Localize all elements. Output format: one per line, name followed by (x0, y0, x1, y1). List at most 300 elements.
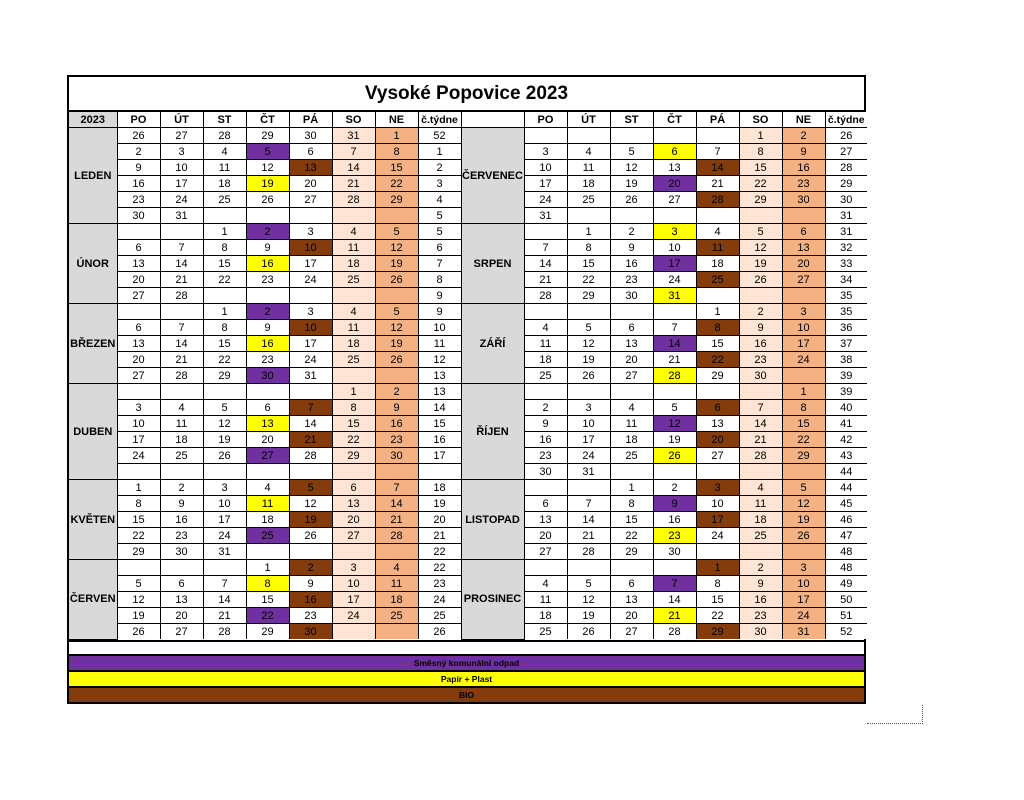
day-cell: 8 (203, 320, 246, 336)
day-cell: 7 (567, 496, 610, 512)
day-cell (567, 128, 610, 144)
week-number: 46 (825, 512, 867, 528)
day-header-wed-right: ST (610, 112, 653, 128)
day-cell: 18 (375, 592, 418, 608)
day-cell: 11 (332, 240, 375, 256)
day-cell: 1 (610, 480, 653, 496)
day-cell: 3 (289, 224, 332, 240)
day-cell: 27 (782, 272, 825, 288)
day-cell: 2 (653, 480, 696, 496)
day-cell: 3 (696, 480, 739, 496)
day-cell: 11 (524, 336, 567, 352)
day-cell: 26 (203, 448, 246, 464)
day-header-mon-left: PO (117, 112, 160, 128)
day-cell: 20 (524, 528, 567, 544)
day-cell: 26 (375, 352, 418, 368)
week-number: 23 (418, 576, 461, 592)
day-header-tue-right: ÚT (567, 112, 610, 128)
day-cell: 18 (610, 432, 653, 448)
week-number: 31 (825, 208, 867, 224)
day-cell: 7 (203, 576, 246, 592)
day-cell: 16 (246, 256, 289, 272)
day-cell: 9 (739, 576, 782, 592)
day-cell (782, 464, 825, 480)
day-cell: 18 (567, 176, 610, 192)
day-cell: 4 (524, 320, 567, 336)
day-cell: 30 (782, 192, 825, 208)
day-cell: 7 (739, 400, 782, 416)
day-cell: 20 (246, 432, 289, 448)
day-cell: 10 (117, 416, 160, 432)
day-cell: 3 (203, 480, 246, 496)
week-number: 51 (825, 608, 867, 624)
day-cell: 9 (739, 320, 782, 336)
day-cell: 12 (117, 592, 160, 608)
day-cell (653, 128, 696, 144)
day-cell: 15 (375, 160, 418, 176)
day-cell: 5 (782, 480, 825, 496)
month-label: KVĚTEN (69, 480, 117, 560)
day-cell: 12 (782, 496, 825, 512)
day-cell: 3 (524, 144, 567, 160)
day-cell: 21 (696, 176, 739, 192)
day-cell: 26 (375, 272, 418, 288)
day-cell: 30 (610, 288, 653, 304)
day-cell: 21 (289, 432, 332, 448)
day-cell: 31 (524, 208, 567, 224)
day-cell: 13 (610, 336, 653, 352)
day-cell: 27 (332, 528, 375, 544)
day-cell: 14 (524, 256, 567, 272)
day-cell (289, 544, 332, 560)
week-number: 28 (825, 160, 867, 176)
day-cell (117, 464, 160, 480)
day-cell: 30 (739, 624, 782, 640)
day-cell: 19 (375, 336, 418, 352)
day-cell: 10 (332, 576, 375, 592)
day-cell (160, 224, 203, 240)
week-number: 12 (418, 352, 461, 368)
day-cell: 9 (289, 576, 332, 592)
week-number: 1 (418, 144, 461, 160)
day-cell: 10 (203, 496, 246, 512)
day-cell: 31 (782, 624, 825, 640)
day-cell: 4 (332, 304, 375, 320)
day-cell: 22 (739, 176, 782, 192)
day-cell: 12 (203, 416, 246, 432)
day-cell: 13 (696, 416, 739, 432)
day-cell: 11 (610, 416, 653, 432)
month-label: PROSINEC (461, 560, 524, 640)
day-cell: 22 (375, 176, 418, 192)
week-number: 39 (825, 384, 867, 400)
day-cell: 5 (246, 144, 289, 160)
day-cell: 2 (782, 128, 825, 144)
day-cell: 23 (246, 272, 289, 288)
day-cell: 12 (567, 336, 610, 352)
week-number: 6 (418, 240, 461, 256)
day-cell: 12 (653, 416, 696, 432)
day-cell: 8 (246, 576, 289, 592)
day-cell: 8 (203, 240, 246, 256)
day-cell: 26 (567, 624, 610, 640)
day-cell (246, 288, 289, 304)
day-cell: 19 (567, 608, 610, 624)
day-cell (782, 208, 825, 224)
day-cell: 20 (117, 352, 160, 368)
day-cell (653, 560, 696, 576)
week-row (69, 560, 867, 576)
day-cell: 2 (246, 304, 289, 320)
day-cell: 1 (117, 480, 160, 496)
day-cell: 12 (610, 160, 653, 176)
day-cell: 14 (160, 256, 203, 272)
day-cell: 19 (117, 608, 160, 624)
day-cell (653, 384, 696, 400)
week-number: 33 (825, 256, 867, 272)
day-cell: 10 (289, 320, 332, 336)
day-cell: 30 (289, 624, 332, 640)
day-cell: 25 (375, 608, 418, 624)
day-cell: 23 (739, 608, 782, 624)
day-cell: 16 (610, 256, 653, 272)
day-cell: 10 (782, 320, 825, 336)
day-cell: 22 (203, 352, 246, 368)
day-cell: 27 (289, 192, 332, 208)
legend-mixed-waste: Směsný komunální odpad (69, 656, 864, 672)
week-number: 18 (418, 480, 461, 496)
day-cell: 24 (567, 448, 610, 464)
day-cell: 22 (332, 432, 375, 448)
day-cell: 18 (524, 352, 567, 368)
day-cell: 18 (332, 256, 375, 272)
day-cell: 4 (246, 480, 289, 496)
day-cell: 25 (567, 192, 610, 208)
day-cell: 11 (332, 320, 375, 336)
day-cell: 31 (160, 208, 203, 224)
day-cell (375, 368, 418, 384)
day-cell: 17 (117, 432, 160, 448)
day-cell: 13 (332, 496, 375, 512)
day-cell: 7 (160, 320, 203, 336)
day-cell: 16 (160, 512, 203, 528)
day-cell: 22 (117, 528, 160, 544)
day-cell: 12 (246, 160, 289, 176)
week-number: 16 (418, 432, 461, 448)
day-cell (524, 224, 567, 240)
day-cell (375, 464, 418, 480)
day-cell (332, 368, 375, 384)
day-cell: 14 (203, 592, 246, 608)
day-cell (160, 560, 203, 576)
day-cell: 31 (332, 128, 375, 144)
day-cell: 27 (696, 448, 739, 464)
waste-calendar (67, 75, 866, 704)
day-cell: 17 (782, 336, 825, 352)
day-cell: 13 (160, 592, 203, 608)
week-number: 19 (418, 496, 461, 512)
day-cell: 5 (653, 400, 696, 416)
day-cell: 16 (739, 592, 782, 608)
day-cell (332, 208, 375, 224)
day-cell: 1 (203, 224, 246, 240)
day-cell: 29 (696, 624, 739, 640)
day-cell: 20 (610, 608, 653, 624)
day-cell: 3 (289, 304, 332, 320)
day-cell: 26 (117, 624, 160, 640)
day-cell: 1 (782, 384, 825, 400)
day-cell: 19 (610, 176, 653, 192)
day-cell (160, 304, 203, 320)
day-cell (696, 544, 739, 560)
day-cell: 24 (653, 272, 696, 288)
day-cell: 28 (375, 528, 418, 544)
day-cell: 13 (246, 416, 289, 432)
day-cell (246, 544, 289, 560)
day-cell: 10 (696, 496, 739, 512)
day-cell: 15 (246, 592, 289, 608)
day-cell: 11 (246, 496, 289, 512)
day-cell: 18 (203, 176, 246, 192)
day-cell: 12 (567, 592, 610, 608)
day-cell: 27 (160, 624, 203, 640)
day-cell: 14 (653, 336, 696, 352)
day-cell: 6 (160, 576, 203, 592)
day-cell: 19 (203, 432, 246, 448)
week-number: 38 (825, 352, 867, 368)
day-cell: 31 (289, 368, 332, 384)
day-cell: 13 (653, 160, 696, 176)
day-cell: 25 (696, 272, 739, 288)
day-cell: 10 (524, 160, 567, 176)
day-cell: 13 (782, 240, 825, 256)
day-cell (739, 288, 782, 304)
day-cell (524, 480, 567, 496)
year-header: 2023 (69, 112, 117, 128)
day-cell: 8 (696, 576, 739, 592)
day-cell (117, 384, 160, 400)
day-cell: 14 (332, 160, 375, 176)
day-cell (610, 384, 653, 400)
day-cell: 31 (567, 464, 610, 480)
day-cell: 27 (160, 128, 203, 144)
day-cell: 15 (739, 160, 782, 176)
day-cell: 30 (375, 448, 418, 464)
day-cell: 22 (203, 272, 246, 288)
day-cell: 4 (696, 224, 739, 240)
day-cell: 7 (696, 144, 739, 160)
day-cell: 29 (246, 128, 289, 144)
day-cell: 6 (653, 144, 696, 160)
day-cell: 19 (567, 352, 610, 368)
calendar-title: Vysoké Popovice 2023 (69, 77, 864, 112)
day-cell (332, 624, 375, 640)
day-cell: 5 (117, 576, 160, 592)
week-number: 14 (418, 400, 461, 416)
week-number: 8 (418, 272, 461, 288)
day-cell (203, 208, 246, 224)
day-cell (567, 384, 610, 400)
day-cell: 19 (739, 256, 782, 272)
week-row (69, 304, 867, 320)
day-cell: 2 (117, 144, 160, 160)
day-cell: 23 (653, 528, 696, 544)
day-cell: 18 (332, 336, 375, 352)
week-number: 37 (825, 336, 867, 352)
day-cell: 7 (289, 400, 332, 416)
day-cell: 28 (653, 368, 696, 384)
day-cell: 3 (117, 400, 160, 416)
day-header-fri-left: PÁ (289, 112, 332, 128)
day-cell: 23 (610, 272, 653, 288)
day-cell: 16 (782, 160, 825, 176)
day-cell: 7 (653, 576, 696, 592)
day-cell: 21 (567, 528, 610, 544)
day-cell: 28 (160, 368, 203, 384)
day-cell: 15 (782, 416, 825, 432)
day-cell: 24 (203, 528, 246, 544)
day-cell: 14 (375, 496, 418, 512)
day-cell: 27 (610, 368, 653, 384)
week-row (69, 128, 867, 144)
day-cell: 21 (653, 608, 696, 624)
day-cell: 13 (610, 592, 653, 608)
day-cell: 26 (567, 368, 610, 384)
month-label: ZÁŘÍ (461, 304, 524, 384)
week-number: 24 (418, 592, 461, 608)
day-cell (524, 560, 567, 576)
day-cell: 20 (696, 432, 739, 448)
week-number: 35 (825, 288, 867, 304)
day-cell: 30 (524, 464, 567, 480)
day-cell: 17 (203, 512, 246, 528)
day-cell: 24 (332, 608, 375, 624)
day-cell: 29 (203, 368, 246, 384)
day-cell: 4 (375, 560, 418, 576)
day-cell: 15 (567, 256, 610, 272)
legend-paper-plastic: Papír + Plast (69, 672, 864, 688)
day-cell: 21 (332, 176, 375, 192)
week-number: 22 (418, 560, 461, 576)
day-cell: 11 (160, 416, 203, 432)
day-cell (203, 464, 246, 480)
day-cell: 14 (739, 416, 782, 432)
day-cell: 13 (117, 336, 160, 352)
day-cell (696, 288, 739, 304)
day-cell: 6 (696, 400, 739, 416)
week-number: 52 (418, 128, 461, 144)
week-number: 13 (418, 384, 461, 400)
day-cell: 25 (524, 624, 567, 640)
day-cell: 5 (739, 224, 782, 240)
day-cell: 11 (375, 576, 418, 592)
day-cell: 6 (610, 576, 653, 592)
day-cell (375, 208, 418, 224)
day-cell: 6 (117, 320, 160, 336)
day-cell: 9 (160, 496, 203, 512)
day-cell: 20 (160, 608, 203, 624)
day-cell: 16 (524, 432, 567, 448)
day-cell: 21 (524, 272, 567, 288)
day-cell: 17 (524, 176, 567, 192)
day-cell: 1 (332, 384, 375, 400)
day-cell: 29 (782, 448, 825, 464)
day-cell (567, 560, 610, 576)
week-number: 17 (418, 448, 461, 464)
day-cell: 29 (246, 624, 289, 640)
day-cell: 1 (375, 128, 418, 144)
week-number: 2 (418, 160, 461, 176)
day-cell: 12 (375, 240, 418, 256)
month-label: ŘÍJEN (461, 384, 524, 480)
week-number: 26 (418, 624, 461, 640)
day-cell: 6 (289, 144, 332, 160)
month-label: ÚNOR (69, 224, 117, 304)
month-label: ČERVENEC (461, 128, 524, 224)
day-cell: 27 (117, 288, 160, 304)
day-header-sun-left: NE (375, 112, 418, 128)
day-cell: 17 (567, 432, 610, 448)
day-cell: 5 (567, 576, 610, 592)
day-cell: 5 (203, 400, 246, 416)
day-cell: 16 (289, 592, 332, 608)
day-cell: 24 (289, 272, 332, 288)
day-cell: 20 (653, 176, 696, 192)
day-cell: 14 (696, 160, 739, 176)
week-number: 13 (418, 368, 461, 384)
day-cell: 2 (739, 304, 782, 320)
day-cell: 9 (653, 496, 696, 512)
day-cell: 21 (160, 272, 203, 288)
day-cell: 24 (117, 448, 160, 464)
day-cell (782, 288, 825, 304)
day-cell: 27 (117, 368, 160, 384)
day-cell: 17 (696, 512, 739, 528)
day-cell (567, 208, 610, 224)
week-number: 21 (418, 528, 461, 544)
week-row (69, 384, 867, 400)
day-cell: 11 (524, 592, 567, 608)
day-cell: 15 (203, 336, 246, 352)
day-cell: 9 (524, 416, 567, 432)
week-header-right: č.týdne (825, 112, 867, 128)
day-cell: 2 (739, 560, 782, 576)
header-row (69, 112, 867, 128)
day-cell: 3 (782, 560, 825, 576)
week-number: 30 (825, 192, 867, 208)
day-cell (117, 304, 160, 320)
week-number: 9 (418, 304, 461, 320)
month-label: LEDEN (69, 128, 117, 224)
day-cell: 26 (653, 448, 696, 464)
day-cell: 30 (653, 544, 696, 560)
day-cell: 16 (653, 512, 696, 528)
day-cell: 17 (782, 592, 825, 608)
day-cell: 4 (332, 224, 375, 240)
week-number: 31 (825, 224, 867, 240)
day-cell: 28 (567, 544, 610, 560)
day-cell: 30 (117, 208, 160, 224)
day-cell: 7 (160, 240, 203, 256)
day-cell: 26 (739, 272, 782, 288)
day-cell: 9 (375, 400, 418, 416)
day-cell (782, 368, 825, 384)
month-label: SRPEN (461, 224, 524, 304)
day-cell (375, 288, 418, 304)
day-cell (610, 208, 653, 224)
day-cell: 23 (160, 528, 203, 544)
day-cell: 2 (289, 560, 332, 576)
